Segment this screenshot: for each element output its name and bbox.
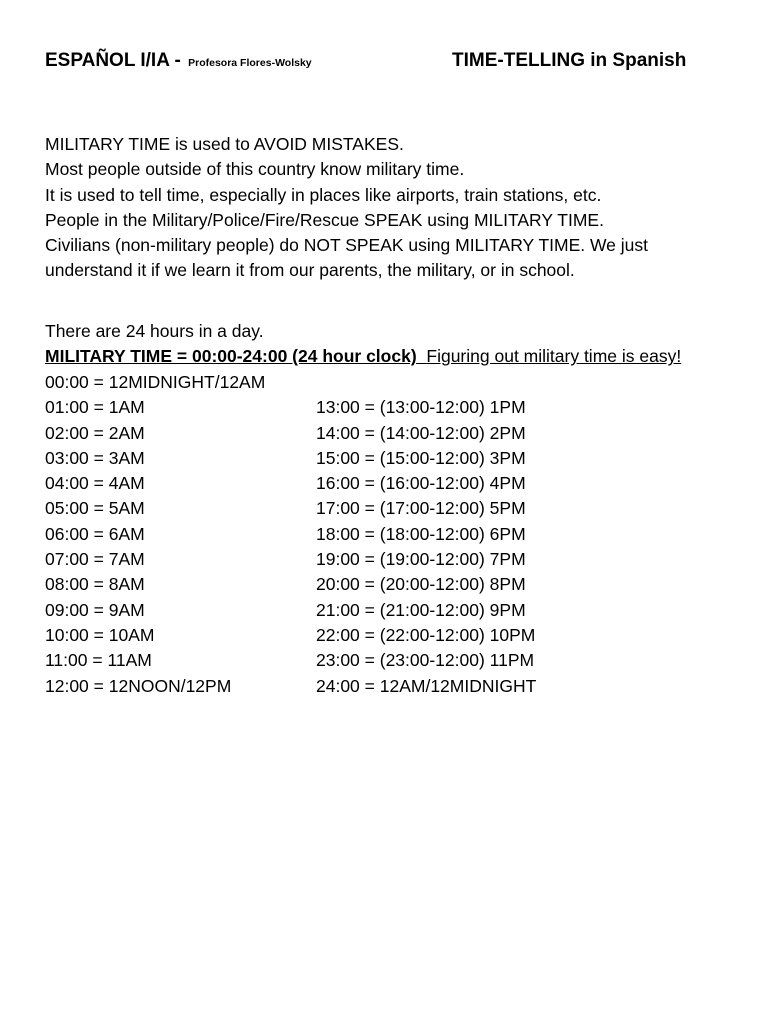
midnight-entry: 00:00 = 12MIDNIGHT/12AM: [45, 372, 266, 392]
table-row: [45, 421, 745, 446]
table-row: [45, 598, 745, 623]
intro-line: People in the Military/Police/Fire/Rescue SPEAK using MILITARY TIME.: [45, 209, 604, 230]
pm-entry: 14:00 = (14:00-12:00) 2PM: [316, 422, 526, 443]
document-header: [45, 49, 735, 75]
am-entry: 05:00 = 5AM: [45, 498, 145, 519]
pm-entry: 22:00 = (22:00-12:00) 10PM: [316, 624, 536, 645]
table-row: [45, 370, 745, 395]
noon-entry: 12:00 = 12NOON/12PM: [45, 675, 232, 696]
pm-entry: 13:00 = (13:00-12:00) 1PM: [316, 397, 526, 418]
pm-entry: 20:00 = (20:00-12:00) 8PM: [316, 574, 526, 595]
pm-entry: 16:00 = (16:00-12:00) 4PM: [316, 473, 526, 494]
table-row: [45, 522, 745, 547]
table-row: [45, 547, 745, 572]
intro-line: Most people outside of this country know military time.: [45, 159, 465, 180]
am-entry: 03:00 = 3AM: [45, 447, 145, 468]
pm-entry: 18:00 = (18:00-12:00) 6PM: [316, 523, 526, 544]
table-row: [45, 674, 745, 699]
military-time-heading: [45, 344, 745, 369]
am-entry: 08:00 = 8AM: [45, 574, 145, 595]
am-entry: 09:00 = 9AM: [45, 599, 145, 620]
midnight-24-entry: 24:00 = 12AM/12MIDNIGHT: [316, 675, 537, 696]
pm-entry: 21:00 = (21:00-12:00) 9PM: [316, 599, 526, 620]
am-entry: 06:00 = 6AM: [45, 523, 145, 544]
military-time-definition: MILITARY TIME = 00:00-24:00 (24 hour clock): [45, 346, 417, 367]
pm-entry: 15:00 = (15:00-12:00) 3PM: [316, 447, 526, 468]
military-time-note: Figuring out military time is easy!: [426, 346, 682, 367]
am-entry: 07:00 = 7AM: [45, 549, 145, 570]
teacher-name: Profesora Flores-Wolsky: [188, 57, 312, 69]
intro-line: MILITARY TIME is used to AVOID MISTAKES.: [45, 134, 404, 154]
course-name: ESPAÑOL I/IA -: [45, 50, 181, 71]
pm-entry: 19:00 = (19:00-12:00) 7PM: [316, 549, 526, 570]
intro-line: understand it if we learn it from our parents, the military, or in school.: [45, 260, 575, 281]
am-entry: 11:00 = 11AM: [45, 650, 152, 671]
table-row: [45, 395, 745, 420]
table-row: [45, 496, 745, 521]
document-title: TIME-TELLING in Spanish: [452, 50, 687, 71]
table-row: [45, 572, 745, 597]
am-entry: 02:00 = 2AM: [45, 422, 145, 443]
table-row: [45, 648, 745, 673]
am-entry: 10:00 = 10AM: [45, 624, 155, 645]
table-row: [45, 446, 745, 471]
am-entry: 04:00 = 4AM: [45, 473, 145, 494]
table-row: [45, 471, 745, 496]
intro-line: It is used to tell time, especially in places like airports, train stations, etc.: [45, 184, 602, 205]
pm-entry: 23:00 = (23:00-12:00) 11PM: [316, 650, 535, 671]
table-row: [45, 623, 745, 648]
intro-line: Civilians (non-military people) do NOT SPEAK using MILITARY TIME. We just: [45, 235, 648, 256]
hours-section: [45, 319, 745, 370]
am-entry: 01:00 = 1AM: [45, 397, 145, 418]
hours-line: There are 24 hours in a day.: [45, 321, 264, 341]
intro-paragraph: [45, 132, 745, 284]
course-heading: [45, 49, 312, 75]
time-conversion-table: [45, 370, 745, 699]
pm-entry: 17:00 = (17:00-12:00) 5PM: [316, 498, 526, 519]
